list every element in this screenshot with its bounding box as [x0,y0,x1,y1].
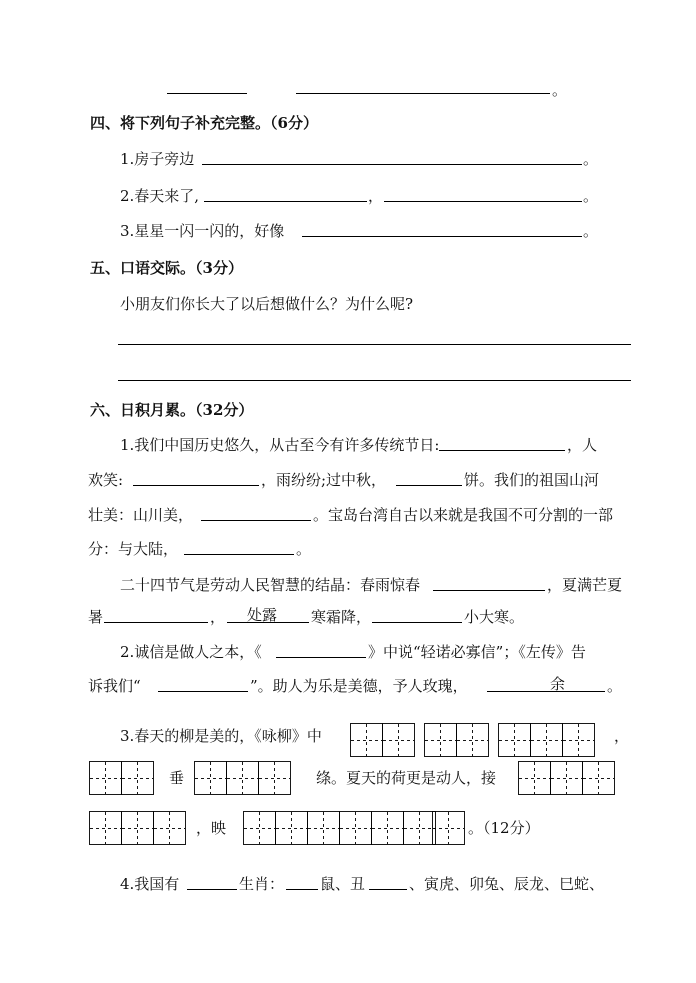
tianzige-cell[interactable] [258,761,291,795]
answer-blank[interactable] [296,93,550,94]
section-5-heading: 五、口语交际。（3分） [90,259,243,277]
tianzige-grid[interactable] [424,723,489,757]
answer-blank[interactable] [487,691,605,692]
tianzige-cell[interactable] [432,811,465,845]
tianzige-cell[interactable] [562,723,595,757]
answer-blank[interactable] [302,236,582,237]
q6-1-line4-end: 。 [296,540,312,558]
q6-1-line2: 欢笑: [88,471,124,489]
tianzige-cell[interactable] [121,761,154,795]
q6-2-line2-end: 。 [607,677,623,695]
answer-blank[interactable] [184,554,294,555]
end-mark: 。 [583,150,599,168]
q6-4-text-2: 生肖： [239,875,285,893]
answer-blank[interactable] [104,622,208,623]
tianzige-grid[interactable] [432,811,465,845]
q6-4-text-4: 、寅虎、卯兔、辰龙、巳蛇、 [409,875,605,893]
q4-1-text: 1.房子旁边 [120,150,195,168]
q6-3-line2-text: 绦。夏天的荷更是动人，接 [316,769,497,787]
q6-2-line2-filled: 余 [550,675,566,693]
q6-1-line3-end: 。宝岛台湾自古以来就是我国不可分割的一部 [313,506,614,524]
answer-blank[interactable] [204,201,367,202]
answer-blank[interactable] [133,485,259,486]
tianzige-grid[interactable] [518,761,615,795]
tianzige-cell[interactable] [307,811,340,845]
q6-1-line6-end: 小大寒。 [464,608,525,626]
tianzige-grid[interactable] [89,761,154,795]
answer-blank[interactable] [439,450,565,451]
tianzige-cell[interactable] [371,811,404,845]
section-4-heading: 四、将下列句子补充完整。（6分） [90,114,318,132]
q4-3-text: 3.星星一闪一闪的，好像 [120,222,285,240]
end-mark: 。 [583,222,599,240]
tianzige-cell[interactable] [194,761,227,795]
q4-2-text: 2.春天来了, [120,187,200,205]
q6-3-line1: 3.春天的柳是美的，《咏柳》中 [120,727,322,745]
answer-blank[interactable] [384,201,582,202]
comma-mark: ， [368,187,384,205]
q6-1-line2-end: 饼。我们的祖国山河 [464,471,600,489]
q6-1-line4: 分：与大陆， [88,540,179,558]
q6-1-line5-end: ，夏满芒夏 [547,576,623,594]
q6-1-line6-filled: 处露 [247,606,278,624]
answer-line[interactable] [118,344,631,345]
answer-blank[interactable] [433,590,545,591]
answer-blank[interactable] [167,93,247,94]
tianzige-cell[interactable] [121,811,154,845]
tianzige-cell[interactable] [518,761,551,795]
tianzige-cell[interactable] [582,761,615,795]
tianzige-cell[interactable] [153,811,186,845]
q6-2-line1: 2.诚信是做人之本，《 [120,643,262,661]
end-mark: 。 [583,187,599,205]
q6-3-line3-end: 。（12分） [468,819,540,837]
answer-line[interactable] [118,380,631,381]
answer-blank[interactable] [202,164,582,165]
answer-blank[interactable] [372,622,462,623]
q6-1-line1: 1.我们中国历史悠久，从古至今有许多传统节日: [120,436,440,454]
q6-4-text: 4.我国有 [120,875,180,893]
answer-blank[interactable] [187,889,237,890]
q6-3-line2-char: 垂 [169,769,185,787]
end-mark: 。 [552,81,568,99]
tianzige-grid[interactable] [194,761,291,795]
q6-1-line1-end: ，人 [567,436,598,454]
tianzige-cell[interactable] [243,811,276,845]
tianzige-cell[interactable] [89,761,122,795]
tianzige-cell[interactable] [550,761,583,795]
q6-3-line1-comma: ， [614,727,630,745]
answer-blank[interactable] [286,889,318,890]
tianzige-cell[interactable] [350,723,383,757]
q6-1-line6-comma: ， [210,608,226,626]
answer-blank[interactable] [276,657,366,658]
answer-blank[interactable] [201,520,311,521]
answer-blank[interactable] [396,485,462,486]
q5-question: 小朋友们你长大了以后想做什么？为什么呢? [120,295,414,313]
section-6-heading: 六、日积月累。（32分） [90,401,254,419]
q6-1-line2-mid: ，雨纷纷;过中秋， [261,471,387,489]
tianzige-cell[interactable] [498,723,531,757]
tianzige-grid[interactable] [89,811,186,845]
q6-1-line6-mid: 寒霜降， [311,608,372,626]
tianzige-cell[interactable] [226,761,259,795]
q6-2-line2: 诉我们“ [88,677,141,695]
answer-blank[interactable] [158,691,248,692]
q6-1-line3: 壮美：山川美， [88,506,194,524]
tianzige-cell[interactable] [424,723,457,757]
q6-4-text-3: 鼠、丑 [320,875,366,893]
answer-blank[interactable] [369,889,407,890]
tianzige-grid[interactable] [498,723,595,757]
tianzige-cell[interactable] [89,811,122,845]
tianzige-grid[interactable] [350,723,415,757]
tianzige-cell[interactable] [382,723,415,757]
q6-1-line6: 暑 [88,608,104,626]
q6-2-line2-mid: ”。助人为乐是美德，予人玫瑰， [250,677,468,695]
q6-2-line1-end: 》中说“轻诺必寡信”；《左传》告 [368,643,586,661]
tianzige-cell[interactable] [339,811,372,845]
tianzige-grid[interactable] [243,811,436,845]
tianzige-cell[interactable] [456,723,489,757]
q6-1-line5: 二十四节气是劳动人民智慧的结晶：春雨惊春 [120,576,421,594]
q6-3-line3-text: ，映 [196,819,227,837]
tianzige-cell[interactable] [275,811,308,845]
tianzige-cell[interactable] [530,723,563,757]
